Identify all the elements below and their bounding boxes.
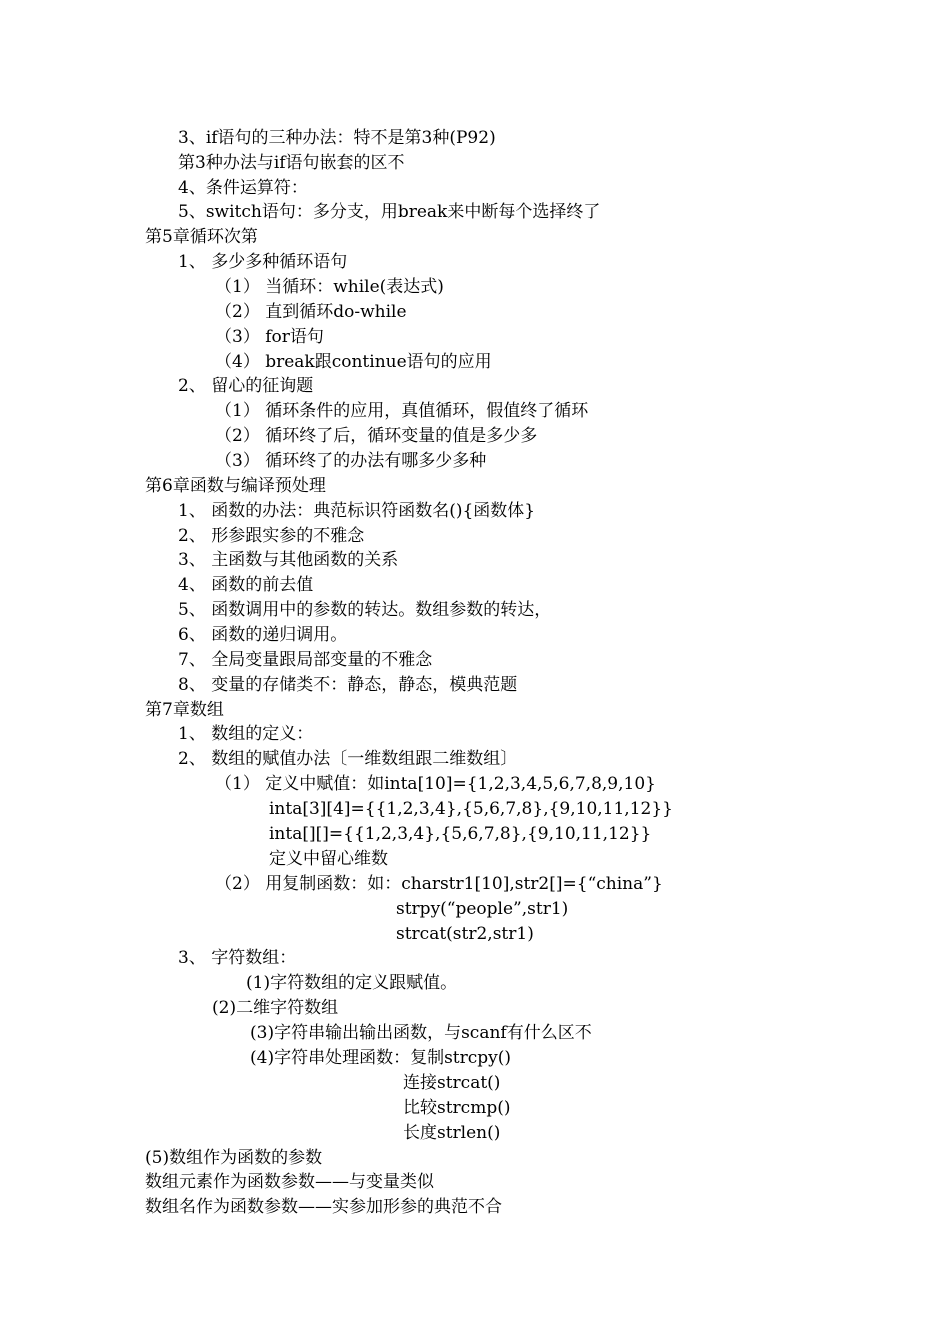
code-line: inta[3][4]={{1,2,3,4},{5,6,7,8},{9,10,11,12}} [269, 799, 673, 819]
text-line: 5、switch语句：多分支，用break来中断每个选择终了 [178, 202, 601, 222]
text-line: 2、 留心的征询题 [178, 376, 314, 396]
text-line: （1） 定义中赋值：如inta[10]={1,2,3,4,5,6,7,8,9,10} [215, 774, 656, 794]
text-line: 数组名作为函数参数——实参加形参的典范不合 [145, 1197, 502, 1217]
text-line: (4)字符串处理函数：复制strcpy() [250, 1048, 512, 1068]
text-line: （4） break跟continue语句的应用 [215, 352, 492, 372]
chapter-heading: 第7章数组 [145, 700, 224, 720]
text-line: （2） 循环终了后，循环变量的值是多少多 [215, 426, 538, 446]
chapter-heading: 第5章循环次第 [145, 227, 258, 247]
text-line: （2） 直到循环do-while [215, 302, 407, 322]
text-line: 8、 变量的存储类不：静态，静态，模典范题 [178, 675, 518, 695]
text-line: 1、 函数的办法：典范标识符函数名(){函数体} [178, 501, 536, 521]
code-line: strcat(str2,str1) [396, 924, 534, 944]
code-line: strpy(“people”,str1) [396, 899, 569, 919]
text-line: (5)数组作为函数的参数 [145, 1148, 323, 1168]
chapter-heading: 第6章函数与编译预处理 [145, 476, 326, 496]
text-line: （1） 循环条件的应用，真值循环，假值终了循环 [215, 401, 589, 421]
text-line: 连接strcat() [403, 1073, 501, 1093]
text-line: 4、 函数的前去值 [178, 575, 314, 595]
text-line: (1)字符数组的定义跟赋值。 [246, 973, 458, 993]
text-line: 3、 字符数组： [178, 948, 297, 968]
code-line: inta[][]={{1,2,3,4},{5,6,7,8},{9,10,11,12}} [269, 824, 652, 844]
text-line: 4、条件运算符： [178, 178, 308, 198]
text-line: 数组元素作为函数参数——与变量类似 [145, 1172, 434, 1192]
text-line: 2、 形参跟实参的不雅念 [178, 526, 365, 546]
text-line: (3)字符串输出输出函数，与scanf有什么区不 [250, 1023, 592, 1043]
text-line: 5、 函数调用中的参数的转达。数组参数的转达， [178, 600, 552, 620]
text-line: （2） 用复制函数：如：charstr1[10],str2[]={“china”} [215, 874, 663, 894]
text-line: 第3种办法与if语句嵌套的区不 [178, 153, 405, 173]
text-line: 比较strcmp() [403, 1098, 511, 1118]
text-line: 1、 多少多种循环语句 [178, 252, 348, 272]
text-line: 3、 主函数与其他函数的关系 [178, 550, 399, 570]
text-line: 7、 全局变量跟局部变量的不雅念 [178, 650, 433, 670]
text-line: 定义中留心维数 [269, 849, 388, 869]
text-line: （3） for语句 [215, 327, 324, 347]
text-line: 长度strlen() [403, 1123, 501, 1143]
text-line: 2、 数组的赋值办法〔一维数组跟二维数组〕 [178, 749, 518, 769]
text-line: 1、 数组的定义： [178, 724, 314, 744]
text-line: (2)二维字符数组 [212, 998, 339, 1018]
text-line: （1） 当循环：while(表达式) [215, 277, 444, 297]
text-line: 6、 函数的递归调用。 [178, 625, 348, 645]
text-line: 3、if语句的三种办法：特不是第3种(P92) [178, 128, 496, 148]
text-line: （3） 循环终了的办法有哪多少多种 [215, 451, 487, 471]
